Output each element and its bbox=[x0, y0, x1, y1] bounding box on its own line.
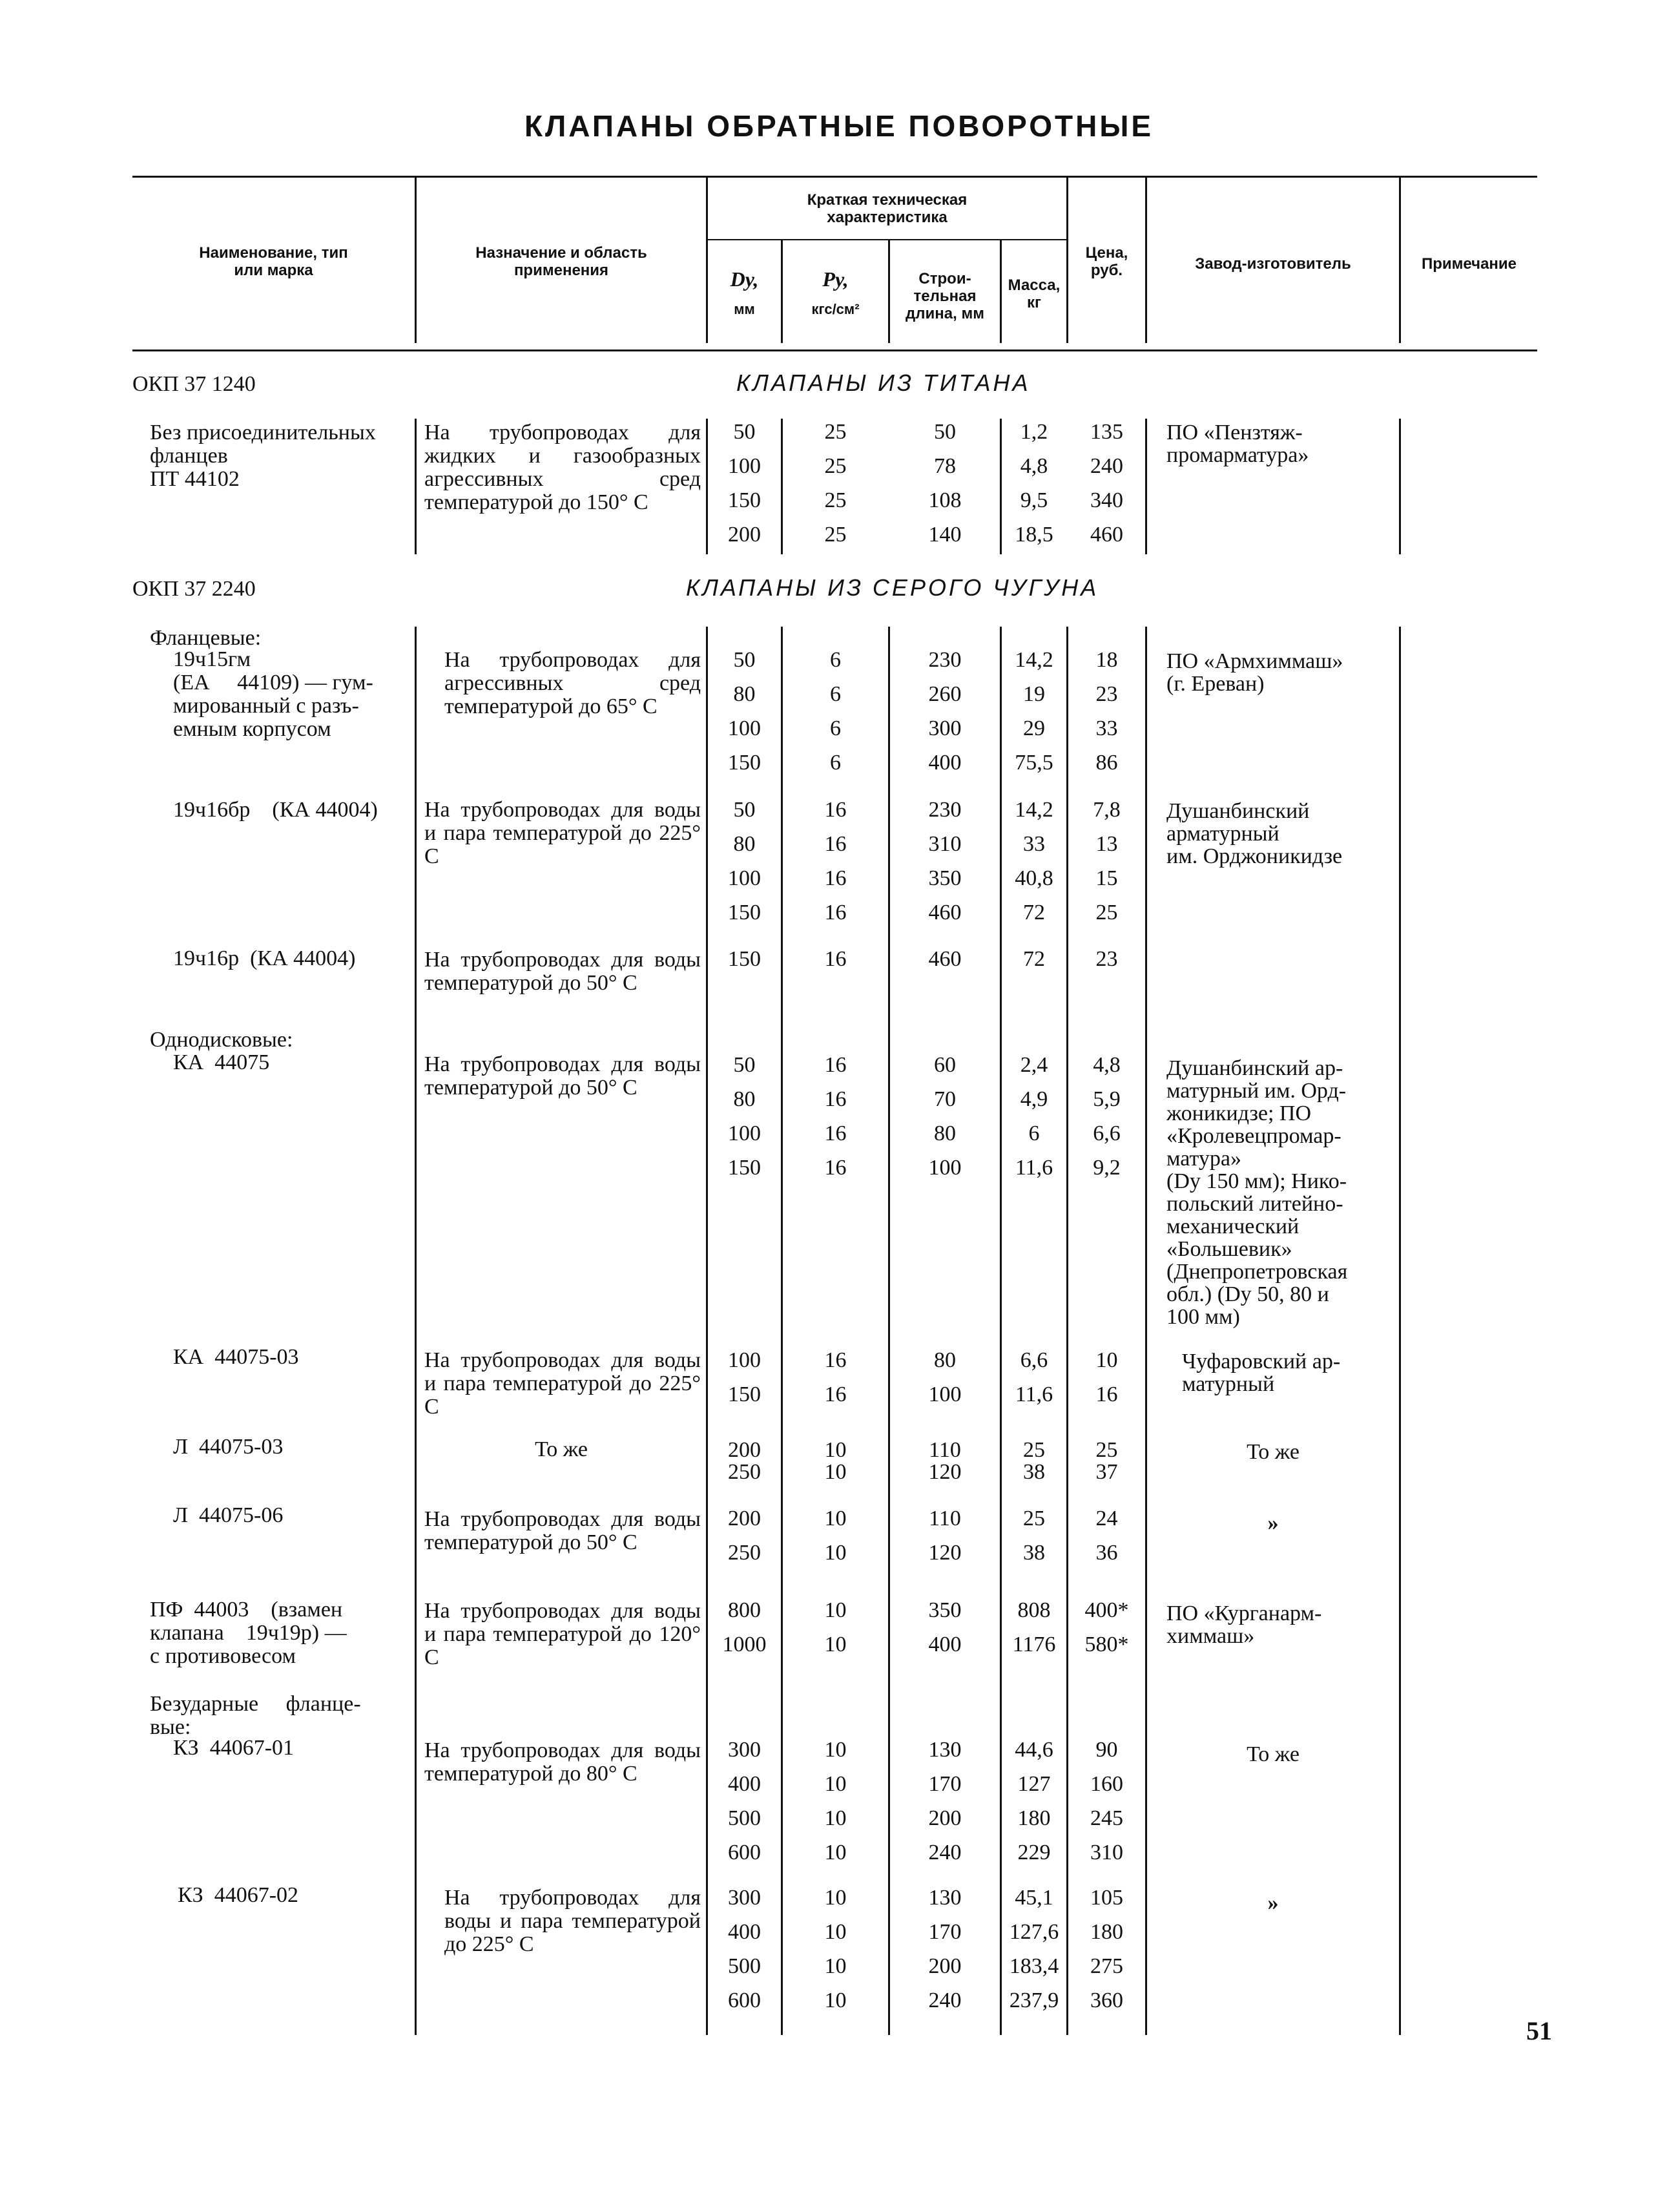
cell-price: 460 bbox=[1090, 523, 1123, 547]
item-maker: То же bbox=[1247, 1742, 1300, 1766]
header-price: Цена, руб. bbox=[1085, 244, 1128, 279]
cell-py: 6 bbox=[830, 648, 841, 672]
cell-length: 70 bbox=[934, 1087, 956, 1111]
cell-dy: 50 bbox=[733, 1053, 756, 1077]
cell-length: 110 bbox=[929, 1438, 961, 1462]
cell-length: 120 bbox=[928, 1460, 962, 1484]
cell-length: 400 bbox=[928, 1633, 962, 1656]
cell-price: 23 bbox=[1095, 682, 1118, 706]
item-purpose: То же bbox=[535, 1437, 588, 1461]
cell-dy: 50 bbox=[733, 420, 756, 444]
cell-mass: 25 bbox=[1023, 1438, 1045, 1462]
cell-price: 13 bbox=[1095, 832, 1118, 856]
header-mass: Масса, кг bbox=[1008, 276, 1061, 311]
tech-header-rule bbox=[706, 239, 1066, 240]
item-name: Без присоединительных фланцев ПТ 44102 bbox=[150, 421, 376, 491]
header-note: Примечание bbox=[1421, 255, 1517, 273]
item-maker: » bbox=[1267, 1891, 1279, 1915]
cell-mass: 127,6 bbox=[1009, 1920, 1059, 1944]
cell-price: 18 bbox=[1095, 648, 1118, 672]
cell-price: 36 bbox=[1095, 1541, 1118, 1565]
cell-price: 86 bbox=[1095, 751, 1118, 775]
cell-dy: 100 bbox=[728, 1348, 761, 1372]
item-purpose: На трубопроводах для воды и пара температурой до 120° С bbox=[424, 1599, 701, 1669]
cell-length: 50 bbox=[934, 420, 956, 444]
cell-mass: 14,2 bbox=[1015, 648, 1053, 672]
header-purpose: Назначение и область применения bbox=[475, 244, 647, 279]
cell-dy: 150 bbox=[728, 751, 761, 775]
cell-price: 10 bbox=[1095, 1348, 1118, 1372]
cell-dy: 150 bbox=[728, 1156, 761, 1180]
cell-length: 170 bbox=[928, 1920, 962, 1944]
cell-length: 300 bbox=[928, 716, 962, 740]
cell-py: 6 bbox=[830, 751, 841, 775]
cell-price: 5,9 bbox=[1093, 1087, 1121, 1111]
cell-price: 105 bbox=[1090, 1886, 1123, 1910]
item-name: 19ч16р (КА 44004) bbox=[173, 946, 356, 970]
item-maker: Душанбинский арматурный им. Орджоникидзе bbox=[1166, 799, 1343, 868]
cell-length: 100 bbox=[928, 1382, 962, 1406]
cell-mass: 6 bbox=[1028, 1122, 1040, 1145]
cell-price: 9,2 bbox=[1093, 1156, 1121, 1180]
cell-length: 200 bbox=[928, 1806, 962, 1830]
item-maker: То же bbox=[1247, 1440, 1300, 1464]
cell-mass: 18,5 bbox=[1015, 523, 1053, 547]
cell-mass: 38 bbox=[1023, 1541, 1045, 1565]
cell-mass: 6,6 bbox=[1020, 1348, 1048, 1372]
item-maker: ПО «Курганарм- химмаш» bbox=[1166, 1602, 1322, 1648]
item-name: КЗ 44067-01 bbox=[173, 1736, 295, 1760]
cell-mass: 4,8 bbox=[1020, 454, 1048, 478]
cell-dy: 250 bbox=[728, 1541, 761, 1565]
column-rule bbox=[415, 419, 417, 554]
cell-dy: 100 bbox=[728, 866, 761, 890]
cell-dy: 150 bbox=[728, 488, 761, 512]
table-top-rule bbox=[132, 176, 1537, 178]
cell-dy: 250 bbox=[728, 1460, 761, 1484]
cell-py: 16 bbox=[824, 1087, 847, 1111]
cell-price: 25 bbox=[1095, 901, 1118, 924]
cell-dy: 80 bbox=[733, 832, 756, 856]
item-name: Л 44075-06 bbox=[173, 1503, 284, 1527]
cell-price: 25 bbox=[1095, 1438, 1118, 1462]
cell-py: 16 bbox=[824, 1053, 847, 1077]
cell-price: 23 bbox=[1095, 947, 1118, 971]
header-py: Pу, bbox=[822, 267, 849, 291]
cell-dy: 100 bbox=[728, 1122, 761, 1145]
column-rule bbox=[415, 627, 417, 2035]
item-name: КЗ 44067-02 bbox=[178, 1883, 299, 1907]
cell-length: 130 bbox=[928, 1886, 962, 1910]
cell-mass: 808 bbox=[1017, 1598, 1051, 1622]
cell-dy: 200 bbox=[728, 1438, 761, 1462]
cell-mass: 1,2 bbox=[1020, 420, 1048, 444]
cell-price: 340 bbox=[1090, 488, 1123, 512]
cell-dy: 80 bbox=[733, 682, 756, 706]
group-label: Фланцевые: bbox=[150, 626, 262, 650]
cell-dy: 1000 bbox=[722, 1633, 767, 1656]
cell-price: 400* bbox=[1084, 1598, 1129, 1622]
header-name: Наименование, тип или марка bbox=[199, 244, 348, 279]
cell-py: 16 bbox=[824, 798, 847, 822]
cell-mass: 180 bbox=[1017, 1806, 1051, 1830]
cell-py: 16 bbox=[824, 1348, 847, 1372]
item-name: ПФ 44003 (взамен клапана 19ч19р) — с противовесом bbox=[150, 1598, 347, 1668]
cell-py: 10 bbox=[824, 1806, 847, 1830]
cell-mass: 44,6 bbox=[1015, 1738, 1053, 1762]
header-tech: Краткая техническая характеристика bbox=[807, 191, 968, 226]
cell-dy: 300 bbox=[728, 1886, 761, 1910]
cell-dy: 150 bbox=[728, 947, 761, 971]
cell-price: 310 bbox=[1090, 1841, 1123, 1864]
item-purpose: На трубопроводах для воды температурой до 50° С bbox=[424, 1507, 701, 1554]
header-dy: Dу, bbox=[730, 267, 759, 291]
cell-price: 7,8 bbox=[1093, 798, 1121, 822]
cell-price: 160 bbox=[1090, 1772, 1123, 1796]
cell-dy: 400 bbox=[728, 1772, 761, 1796]
item-purpose: На трубопроводах для воды температурой до 50° С bbox=[424, 1052, 701, 1100]
cell-dy: 150 bbox=[728, 1382, 761, 1406]
cell-length: 260 bbox=[928, 682, 962, 706]
cell-dy: 600 bbox=[728, 1988, 761, 2012]
cell-mass: 19 bbox=[1023, 682, 1045, 706]
cell-mass: 229 bbox=[1017, 1841, 1051, 1864]
cell-mass: 2,4 bbox=[1020, 1053, 1048, 1077]
cell-length: 140 bbox=[928, 523, 962, 547]
cell-py: 10 bbox=[824, 1507, 847, 1530]
cell-price: 37 bbox=[1095, 1460, 1118, 1484]
item-name: Л 44075-03 bbox=[173, 1435, 284, 1459]
cell-length: 120 bbox=[928, 1541, 962, 1565]
cell-length: 108 bbox=[928, 488, 962, 512]
cell-length: 240 bbox=[928, 1841, 962, 1864]
cell-mass: 45,1 bbox=[1015, 1886, 1053, 1910]
cell-dy: 50 bbox=[733, 648, 756, 672]
cell-py: 10 bbox=[824, 1954, 847, 1978]
item-maker: Душанбинский ар- матурный им. Орд- жоникидзе; ПО «Кролевецпромар- матура» (Dу 150 мм); Нико- польский литейно- механический «Большевик» (Днепропетровская обл.) (Dу 50, 80 и 100 мм) bbox=[1166, 1056, 1348, 1329]
column-rule bbox=[1399, 627, 1401, 2035]
cell-mass: 72 bbox=[1023, 947, 1045, 971]
section-title: КЛАПАНЫ ИЗ ТИТАНА bbox=[736, 370, 1031, 396]
cell-length: 78 bbox=[934, 454, 956, 478]
cell-py: 10 bbox=[824, 1920, 847, 1944]
cell-price: 24 bbox=[1095, 1507, 1118, 1530]
cell-price: 16 bbox=[1095, 1382, 1118, 1406]
header-divider bbox=[781, 240, 783, 343]
cell-py: 6 bbox=[830, 716, 841, 740]
item-maker: Чуфаровский ар- матурный bbox=[1182, 1350, 1341, 1396]
cell-dy: 400 bbox=[728, 1920, 761, 1944]
cell-price: 245 bbox=[1090, 1806, 1123, 1830]
cell-py: 10 bbox=[824, 1772, 847, 1796]
item-purpose: На трубопроводах для воды и пара температурой до 225° С bbox=[424, 1348, 701, 1419]
item-purpose: На трубопроводах для жидких и газообразных агрессивных сред температурой до 150° С bbox=[424, 421, 701, 514]
item-maker: ПО «Пензтяж- промарматура» bbox=[1166, 421, 1309, 467]
cell-py: 10 bbox=[824, 1988, 847, 2012]
item-name: КА 44075 bbox=[173, 1050, 270, 1074]
cell-dy: 100 bbox=[728, 716, 761, 740]
cell-mass: 11,6 bbox=[1015, 1156, 1053, 1180]
column-rule bbox=[1399, 419, 1401, 554]
cell-length: 200 bbox=[928, 1954, 962, 1978]
cell-length: 130 bbox=[928, 1738, 962, 1762]
cell-py: 25 bbox=[824, 420, 847, 444]
cell-mass: 11,6 bbox=[1015, 1382, 1053, 1406]
section-title: КЛАПАНЫ ИЗ СЕРОГО ЧУГУНА bbox=[686, 574, 1099, 601]
cell-length: 80 bbox=[934, 1122, 956, 1145]
cell-dy: 50 bbox=[733, 798, 756, 822]
item-name: 19ч16бр (КА 44004) bbox=[173, 798, 378, 822]
cell-mass: 75,5 bbox=[1015, 751, 1053, 775]
cell-mass: 33 bbox=[1023, 832, 1045, 856]
item-name: 19ч15гм (ЕА 44109) — гум- мированный с разъ- емным корпусом bbox=[173, 647, 373, 741]
cell-py: 16 bbox=[824, 1122, 847, 1145]
cell-mass: 14,2 bbox=[1015, 798, 1053, 822]
cell-length: 100 bbox=[928, 1156, 962, 1180]
section-code: ОКП 37 1240 bbox=[132, 372, 256, 396]
item-maker: ПО «Армхиммаш» (г. Ереван) bbox=[1166, 649, 1343, 696]
cell-py: 16 bbox=[824, 901, 847, 924]
cell-length: 350 bbox=[928, 1598, 962, 1622]
cell-py: 16 bbox=[824, 832, 847, 856]
group-label: Безударные фланце- вые: bbox=[150, 1692, 361, 1739]
cell-dy: 300 bbox=[728, 1738, 761, 1762]
cell-dy: 100 bbox=[728, 454, 761, 478]
cell-length: 460 bbox=[928, 901, 962, 924]
cell-price: 135 bbox=[1090, 420, 1123, 444]
cell-py: 25 bbox=[824, 523, 847, 547]
item-purpose: На трубопроводах для воды температурой до 80° С bbox=[424, 1738, 701, 1786]
column-rule bbox=[1145, 627, 1147, 2035]
column-rule bbox=[1145, 419, 1147, 554]
cell-length: 230 bbox=[928, 798, 962, 822]
cell-py: 10 bbox=[824, 1438, 847, 1462]
cell-dy: 500 bbox=[728, 1806, 761, 1830]
cell-dy: 200 bbox=[728, 1507, 761, 1530]
cell-py: 25 bbox=[824, 454, 847, 478]
cell-length: 310 bbox=[928, 832, 962, 856]
cell-price: 275 bbox=[1090, 1954, 1123, 1978]
cell-mass: 9,5 bbox=[1020, 488, 1048, 512]
item-purpose: На трубопроводах для воды и пара температурой до 225° С bbox=[444, 1886, 701, 1956]
cell-mass: 72 bbox=[1023, 901, 1045, 924]
cell-length: 110 bbox=[929, 1507, 961, 1530]
cell-py: 10 bbox=[824, 1738, 847, 1762]
cell-py: 10 bbox=[824, 1633, 847, 1656]
item-maker: » bbox=[1267, 1511, 1279, 1535]
cell-length: 240 bbox=[928, 1988, 962, 2012]
item-purpose: На трубопроводах для агрессивных сред температурой до 65° С bbox=[444, 648, 701, 718]
header-py-unit: кгс/см² bbox=[811, 301, 860, 317]
cell-py: 10 bbox=[824, 1886, 847, 1910]
item-name: КА 44075-03 bbox=[173, 1345, 299, 1369]
cell-length: 170 bbox=[928, 1772, 962, 1796]
cell-py: 10 bbox=[824, 1841, 847, 1864]
cell-mass: 237,9 bbox=[1009, 1988, 1059, 2012]
cell-mass: 38 bbox=[1023, 1460, 1045, 1484]
cell-mass: 4,9 bbox=[1020, 1087, 1048, 1111]
cell-py: 25 bbox=[824, 488, 847, 512]
cell-py: 6 bbox=[830, 682, 841, 706]
cell-mass: 127 bbox=[1017, 1772, 1051, 1796]
cell-py: 10 bbox=[824, 1460, 847, 1484]
cell-price: 4,8 bbox=[1093, 1053, 1121, 1077]
cell-mass: 40,8 bbox=[1015, 866, 1053, 890]
cell-price: 6,6 bbox=[1093, 1122, 1121, 1145]
cell-mass: 29 bbox=[1023, 716, 1045, 740]
section-code: ОКП 37 2240 bbox=[132, 577, 256, 601]
cell-length: 80 bbox=[934, 1348, 956, 1372]
cell-dy: 800 bbox=[728, 1598, 761, 1622]
cell-dy: 600 bbox=[728, 1841, 761, 1864]
cell-py: 10 bbox=[824, 1541, 847, 1565]
group-label: Однодисковые: bbox=[150, 1028, 293, 1052]
cell-price: 580* bbox=[1084, 1633, 1129, 1656]
cell-py: 16 bbox=[824, 1156, 847, 1180]
cell-mass: 25 bbox=[1023, 1507, 1045, 1530]
page-title: КЛАПАНЫ ОБРАТНЫЕ ПОВОРОТНЫЕ bbox=[524, 109, 1154, 143]
header-maker: Завод-изготовитель bbox=[1195, 255, 1351, 273]
cell-dy: 80 bbox=[733, 1087, 756, 1111]
cell-dy: 150 bbox=[728, 901, 761, 924]
header-bottom-rule bbox=[132, 350, 1537, 351]
header-dy-unit: мм bbox=[734, 301, 755, 317]
cell-price: 90 bbox=[1095, 1738, 1118, 1762]
cell-length: 400 bbox=[928, 751, 962, 775]
cell-price: 180 bbox=[1090, 1920, 1123, 1944]
cell-price: 15 bbox=[1095, 866, 1118, 890]
cell-price: 360 bbox=[1090, 1988, 1123, 2012]
cell-price: 240 bbox=[1090, 454, 1123, 478]
item-purpose: На трубопроводах для воды температурой до 50° С bbox=[424, 948, 701, 995]
cell-mass: 183,4 bbox=[1009, 1954, 1059, 1978]
cell-py: 16 bbox=[824, 1382, 847, 1406]
cell-py: 16 bbox=[824, 947, 847, 971]
header-length: Строи- тельная длина, мм bbox=[906, 270, 984, 322]
page-number: 51 bbox=[1526, 2016, 1552, 2045]
item-purpose: На трубопроводах для воды и пара температурой до 225° С bbox=[424, 798, 701, 868]
cell-length: 230 bbox=[928, 648, 962, 672]
cell-length: 350 bbox=[928, 866, 962, 890]
cell-dy: 500 bbox=[728, 1954, 761, 1978]
cell-py: 16 bbox=[824, 866, 847, 890]
cell-mass: 1176 bbox=[1012, 1633, 1056, 1656]
cell-length: 460 bbox=[928, 947, 962, 971]
cell-py: 10 bbox=[824, 1598, 847, 1622]
cell-dy: 200 bbox=[728, 523, 761, 547]
cell-length: 60 bbox=[934, 1053, 956, 1077]
cell-price: 33 bbox=[1095, 716, 1118, 740]
